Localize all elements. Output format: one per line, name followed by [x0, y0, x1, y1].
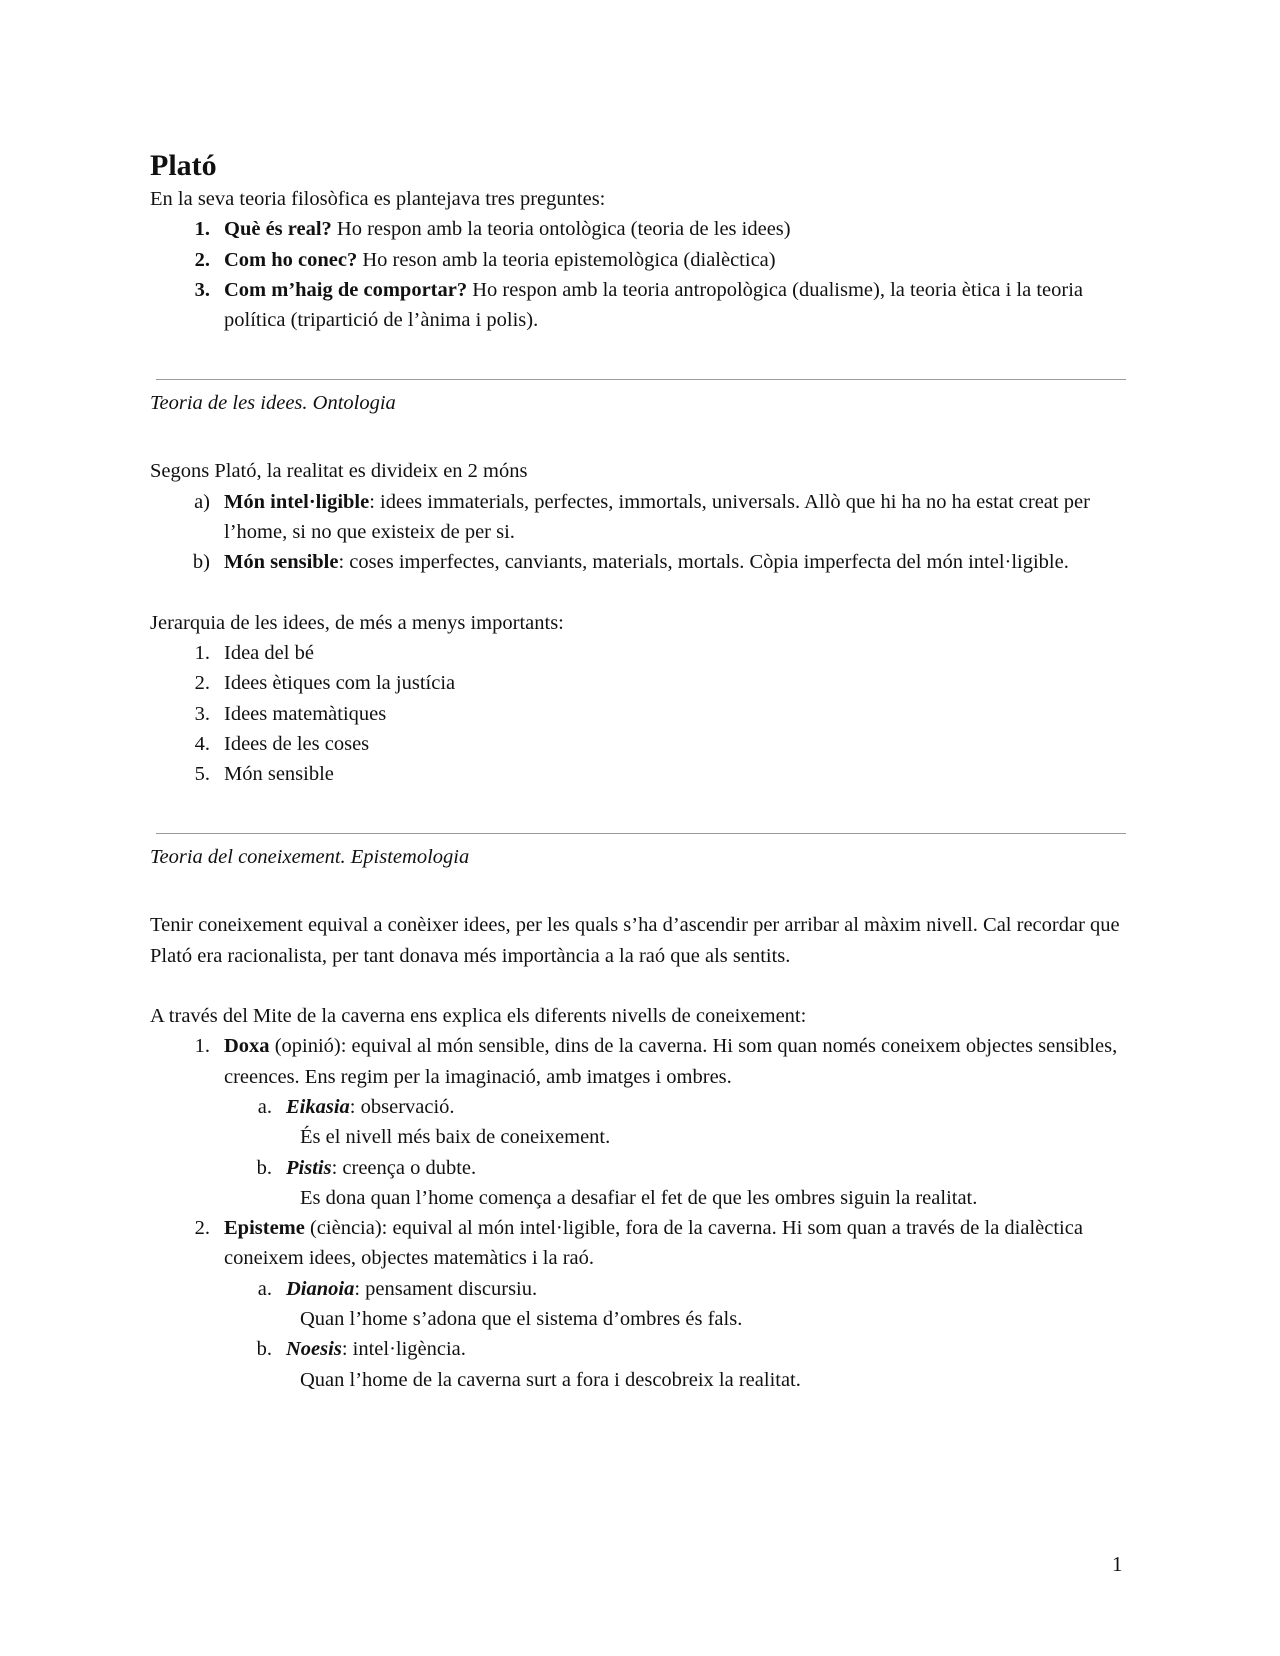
sub-description: : intel·ligència. [341, 1338, 466, 1361]
page-number: 1 [1112, 1552, 1123, 1576]
sub-note: Quan l’home de la caverna surt a fora i descobreix la realitat. [300, 1368, 801, 1391]
hierarchy-lead: Jerarquia de les idees, de més a menys importants: [150, 611, 564, 634]
sub-list-item [150, 1274, 1120, 1304]
level-term: Doxa [224, 1035, 270, 1058]
worlds-list [150, 487, 1120, 578]
question-term: Com m’haig de comportar? [224, 278, 468, 301]
sub-description: : observació. [349, 1095, 455, 1118]
list-item [150, 638, 1120, 668]
list-number: 4. [194, 732, 210, 755]
section-heading-ontology: Teoria de les idees. Ontologia [150, 392, 396, 415]
section-heading-epistemology: Teoria del coneixement. Epistemologia [150, 846, 470, 869]
questions-list [150, 214, 1120, 335]
list-text: Món sensible [224, 763, 334, 786]
level-description: (ciència): equival al món intel·ligible, fora de la caverna. Hi som quan a través de la dialèctica coneixem idees, objectes matemàtics i la raó. [224, 1217, 1083, 1270]
sub-term: Noesis [286, 1338, 342, 1361]
hierarchy-list [150, 638, 1120, 789]
level-term: Episteme [224, 1217, 305, 1240]
question-term: Què és real? [224, 218, 332, 241]
sub-description: : creença o dubte. [331, 1156, 477, 1179]
level-description: (opinió): equival al món sensible, dins de la caverna. Hi som quan només coneixem objectes sensibles, creences. Ens regim per la imaginació, amb imatges i ombres. [224, 1035, 1118, 1088]
list-item [150, 699, 1120, 729]
sub-list-item [150, 1092, 1120, 1122]
world-term: Món intel·ligible [224, 490, 370, 513]
sub-term: Dianoia [286, 1277, 355, 1300]
list-text: Idea del bé [224, 641, 314, 664]
sub-term: Pistis [286, 1156, 332, 1179]
list-letter: b) [192, 551, 210, 574]
list-item [150, 547, 1120, 577]
question-answer: Ho respon amb la teoria ontològica (teoria de les idees) [331, 218, 791, 241]
list-item [150, 245, 1120, 275]
list-number: 2. [194, 248, 210, 271]
page-title: Plató [150, 149, 217, 182]
intro-text: En la seva teoria filosòfica es plantejava tres preguntes: [150, 188, 606, 210]
list-letter: a. [257, 1277, 272, 1300]
world-description: : coses imperfectes, canviants, materials, mortals. Còpia imperfecta del món intel·ligible. [338, 551, 1069, 574]
list-item [150, 275, 1120, 336]
list-letter: b. [256, 1338, 272, 1361]
list-number: 5. [194, 763, 210, 786]
list-item [150, 214, 1120, 244]
worlds-lead: Segons Plató, la realitat es divideix en 2 móns [150, 460, 528, 483]
question-answer: Ho respon amb la teoria antropològica (dualisme), la teoria ètica i la teoria política (tripartició de l’ànima i polis). [224, 278, 1084, 332]
list-number: 3. [194, 702, 210, 725]
knowledge-paragraph: Tenir coneixement equival a conèixer idees, per les quals s’ha d’ascendir per arribar al màxim nivell. Cal recordar que Plató era racionalista, per tant donava més importància a la raó que als sentits. [150, 914, 1120, 967]
list-item [150, 668, 1120, 698]
list-letter: a) [194, 490, 210, 513]
list-item [150, 759, 1120, 789]
knowledge-levels-list [150, 1031, 1120, 1395]
list-text: Idees de les coses [224, 732, 370, 755]
list-number: 2. [194, 672, 210, 695]
list-number: 1. [194, 218, 210, 241]
world-term: Món sensible [224, 551, 339, 574]
list-item [150, 729, 1120, 759]
list-text: Idees ètiques com la justícia [224, 672, 456, 695]
question-answer: Ho reson amb la teoria epistemològica (dialèctica) [357, 248, 776, 271]
list-letter: b. [256, 1156, 272, 1179]
sub-note: És el nivell més baix de coneixement. [300, 1126, 611, 1149]
sub-note: Es dona quan l’home comença a desafiar el fet de que les ombres siguin la realitat. [300, 1186, 978, 1209]
list-number: 2. [194, 1217, 210, 1240]
list-item [150, 1031, 1120, 1092]
sub-note: Quan l’home s’adona que el sistema d’ombres és fals. [300, 1308, 743, 1331]
world-description: : idees immaterials, perfectes, immortals, universals. Allò que hi ha no ha estat creat per l’home, si no que existeix de per si. [224, 490, 1090, 544]
list-number: 3. [194, 278, 210, 301]
cave-lead: A través del Mite de la caverna ens explica els diferents nivells de coneixement: [150, 1005, 807, 1028]
list-item [150, 1213, 1120, 1274]
list-text: Idees matemàtiques [224, 702, 387, 725]
list-item [150, 487, 1120, 548]
document-content [150, 148, 1120, 1395]
list-number: 1. [194, 1035, 210, 1058]
list-letter: a. [257, 1095, 272, 1118]
list-number: 1. [194, 641, 210, 664]
sub-term: Eikasia [286, 1095, 350, 1118]
sub-list-item [150, 1153, 1120, 1183]
sub-list-item [150, 1334, 1120, 1364]
sub-description: : pensament discursiu. [354, 1277, 538, 1300]
question-term: Com ho conec? [224, 248, 358, 271]
